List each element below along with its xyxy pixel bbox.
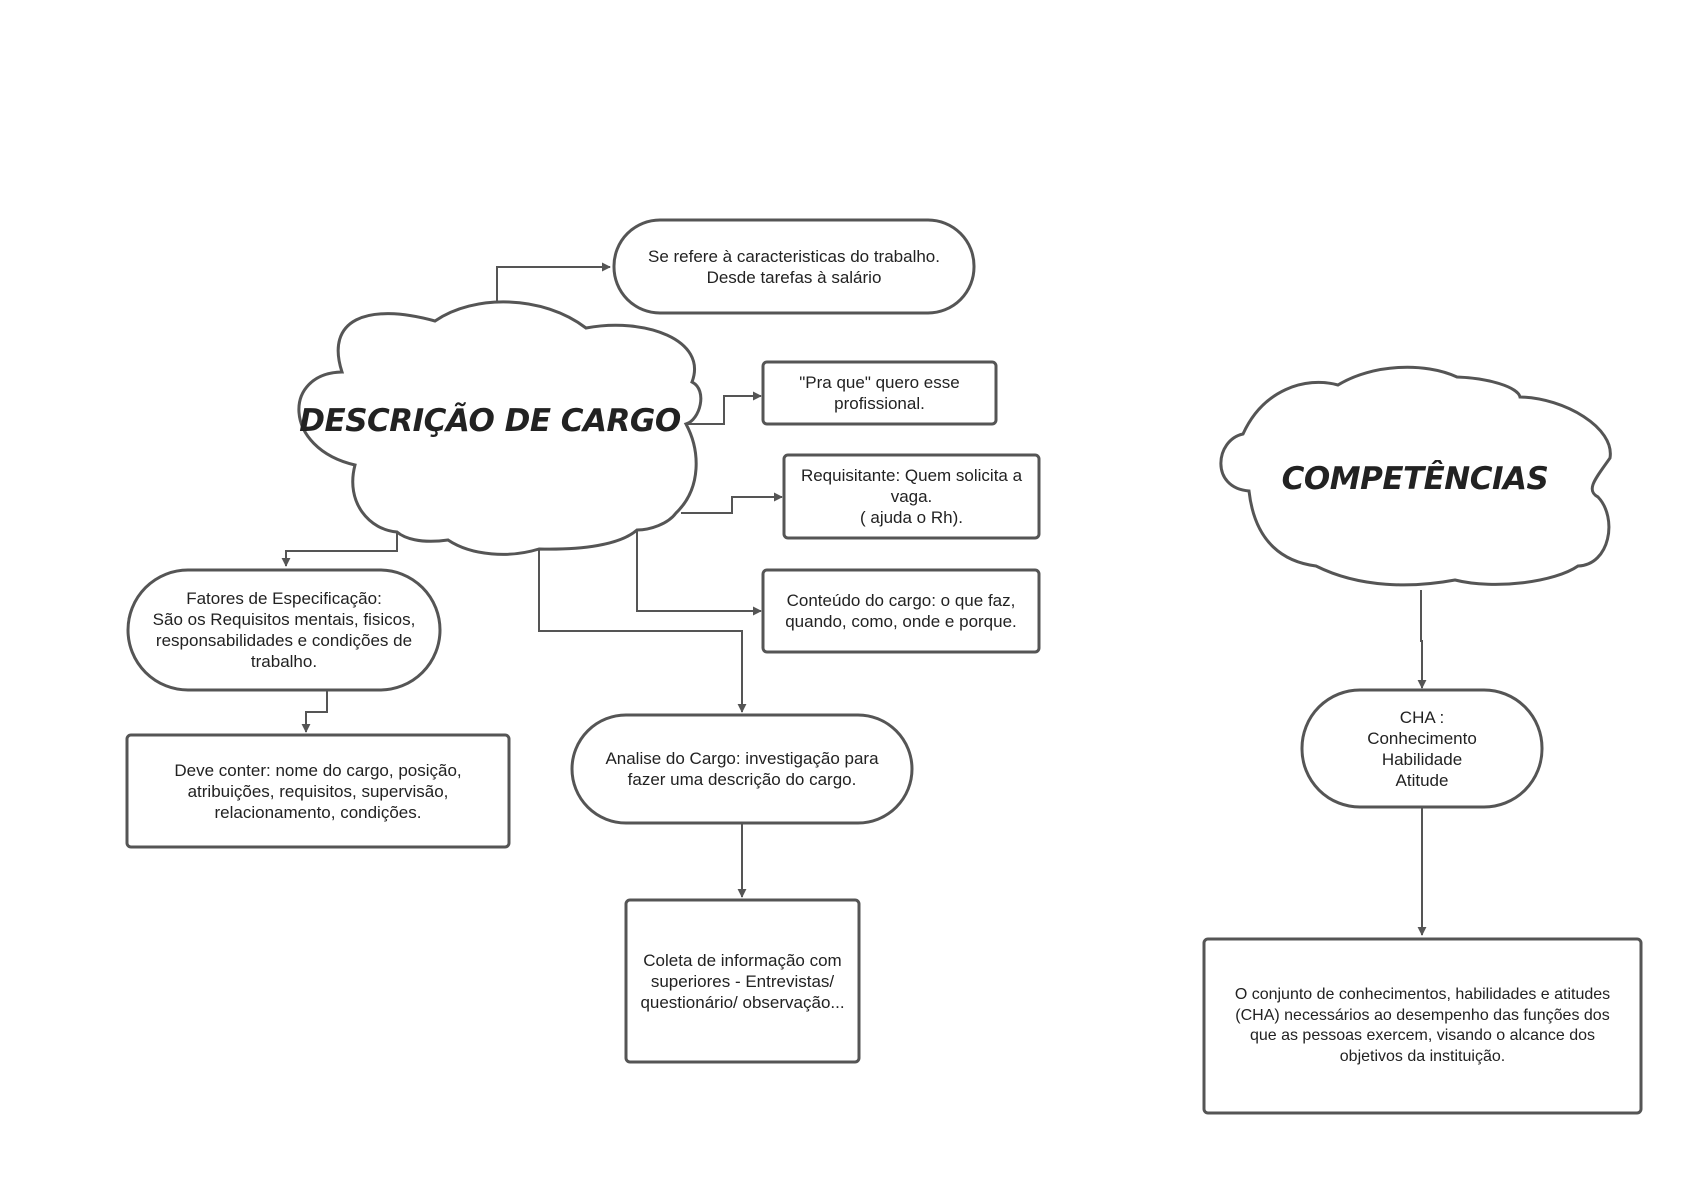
connector-analise bbox=[539, 549, 742, 712]
requisitante-text: Requisitante: Quem solicita a vaga. ( ajuda o Rh). bbox=[800, 466, 1023, 527]
main-topic-title: DESCRIÇÃO DE CARGO bbox=[299, 403, 681, 439]
conjunto-text: O conjunto de conhecimentos, habilidades e atitudes (CHA) necessários ao desempenho das funções dos que as pessoas exercem, visando o alcance dos objetivos da instituição. bbox=[1234, 986, 1611, 1065]
coleta-text: Coleta de informação com superiores - Entrevistas/ questionário/ observação... bbox=[640, 950, 845, 1012]
deve-conter-text: Deve conter: nome do cargo, posição, atribuições, requisitos, supervisão, relacionamento, condições. bbox=[174, 760, 462, 822]
connector-cha bbox=[1421, 590, 1422, 688]
fatores-text: Fatores de Especificação: São os Requisitos mentais, fisicos, responsabilidades e condições de trabalho. bbox=[152, 589, 416, 671]
conteudo-text: Conteúdo do cargo: o que faz, quando, como, onde e porque. bbox=[785, 591, 1017, 631]
caracteristicas-text: Se refere à caracteristicas do trabalho. Desde tarefas à salário bbox=[648, 246, 940, 287]
pra-que-text: "Pra que" quero esse profissional. bbox=[799, 373, 960, 413]
connector-fatores bbox=[286, 532, 397, 566]
cha-text: CHA : Conhecimento Habilidade Atitude bbox=[1367, 707, 1477, 790]
connector-requisitante bbox=[681, 497, 782, 513]
second-topic-title: COMPETÊNCIAS bbox=[1281, 461, 1549, 497]
connector-deve-conter bbox=[306, 690, 327, 732]
connector-conteudo bbox=[637, 530, 761, 611]
analise-text: Analise do Cargo: investigação para fazer uma descrição do cargo. bbox=[605, 749, 879, 789]
